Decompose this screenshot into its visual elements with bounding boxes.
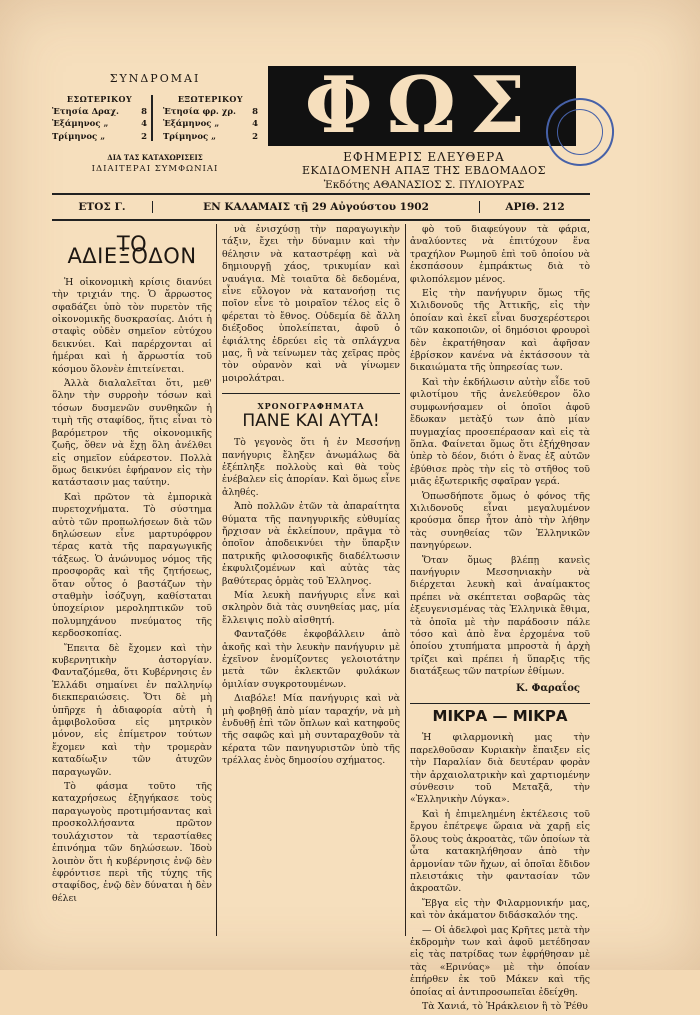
paragraph: Καὶ πρῶτον τὰ ἐμπορικὰ πυρετοχνήματα. Τὸ σύστημα αὐτὸ τῶν προπωλήσεων διὰ τῶν δηλώσεων εἶνε μαρτυρόφρον τέρας κατὰ τῆς παραγωγικῆς τάξεως. Ὁ ἀνώνυμος νόμος τῆς προσφορᾶς καὶ τῆς ζητήσεως, ὅταν οὗτος ὁ βαστάζων τὴν σταθμὴν ἰσόζυγη, καθίσταται ὑποχείριον μεροληπτικῶν τοῦ πολυμηχάνου πνεύματος τῆς κερδοσκοπίας. xyxy=(52,491,212,640)
column-2 xyxy=(222,224,400,770)
paragraph: Μία λευκὴ πανήγυρις εἶνε καὶ σκληρὸν διὰ τὰς συνηθείας μας, μία ἔλλειψις πολὺ αἰσθητή. xyxy=(222,589,400,626)
paragraph: Καὶ τὴν ἐκδήλωσιν αὐτὴν εἶδε τοῦ φιλοτίμου τῆς ἀνελεύθερον ὅλο συμφωνήσαμεν οἱ ὁποῖοι ἀφοῦ ἔδωκαν μετὰξύ των ἀπὸ μίαν πυγμαχίας προσεπέρασαν καὶ εἰς τὰ ὅπλα. Φαίνεται ὅμως ὅτι ἐξήχθησαν ὑπὲρ τὸ δέον, διότι ὁ ἕνας ἐξ αὐτῶν ἐβύθισε πρὸς τὴν εἰς τὸ στῆθος τοῦ μιᾶς ἐξωτερικῆς σφαῖραν γερά. xyxy=(410,376,590,488)
subtitle-line1: ΕΦΗΜΕΡΙΣ ΕΛΕΥΘΕΡΑ xyxy=(343,150,505,164)
paragraph: Ὁπωσδήποτε ὅμως ὁ φόνος τῆς Χιλιδονοῦς εἶναι μεγαλυμένον κρούσμα ὅπερ ἦτον ἀπὸ τὴν λήθην τὰς συνηθείας τῶν Ἑλληνικῶν πανηγύρεων. xyxy=(410,490,590,552)
rates-divider xyxy=(151,95,159,141)
domestic-rates xyxy=(52,93,147,143)
paragraph: Ἡ οἰκονομικὴ κρίσις διανύει τὴν τριχιάν της. Ὁ ἄρρωστος σφαδάζει ὑπὸ τὸν πυρετὸν τῆς οἰκονομικῆς δυσκρασίας. Διότι ἡ σταφὶς οὐδὲν σημεῖον εὐτύχου δεικνύει. Καὶ παρέρχονται αἱ ἡμέραι καὶ ἡ ἄρρωστία τοῦ κόσμου ὅλονὲν ἐπιτείνεται. xyxy=(52,276,212,375)
paragraph: Τὸ φάσμα τοῦτο τῆς καταχρήσεως ἐξηγήκασε τοὺς παραγωγοὺς προτιμήσαντας καὶ προσκολλήσαντα πρῶτον τουλάχιστον τὰ τεραστίαθες ἐπινόημα τῶν δηλώσεων. Ἰδοὺ λοιπὸν ὅτι ἡ κυβέρνησις ἐνῷ δὲν ἐφρόντισε περὶ τῆς τύχης τῆς σταφίδος, ἐνῷ δὲν δύναται ἡ δὲν θέλει xyxy=(52,781,212,904)
section-label: ΧΡΟΝΟΓΡΑΦΗΜΑΤΑ xyxy=(222,393,400,412)
subscription-box xyxy=(52,72,258,174)
column-3 xyxy=(410,224,590,1015)
rate-label: Ἐξάμηνος „ xyxy=(52,119,109,129)
paragraph: Ἀλλὰ διαλαλεῖται ὅτι, μεθ' ὅλην τὴν συρροὴν τόσων καὶ τόσων δυσμενῶν συνθηκῶν ἡ τιμὴ τῆς σταφίδος, ἥτις εἶναι τὸ βαρόμετρον τῆς οἰκονομικῆς ζωῆς, ὅθεν νὰ ἔχῃ ὅλη ἀνέλθει εἰς σημεῖον εὐάρεστον. Πολλὰ ὅμως δεικνύει ἐφήρανον εἰς τὴν κατάστασιν μας ταύτην. xyxy=(52,378,212,489)
rate-value: 8 xyxy=(141,106,148,117)
paragraph: Ἀπὸ πολλῶν ἐτῶν τὰ ἀπαραίτητα θύματα τῆς πανηγυρικῆς εὐθυμίας ἤρχισαν νὰ ἐκλείπουν, πρᾶγμα τὸ ὁποῖον ἀποδεικνύει τὴν ὕπαρξιν πατρικῆς φιλοσοφικῆς διαδέλτωσιν ἐκφυλιζομένων καὶ αὐτὰς τὰς βαθύτερας ὁρμὰς τοῦ Ἑλληνος. xyxy=(222,501,400,587)
article-heading: ΜΙΚΡΑ — ΜΙΚΡΑ xyxy=(410,703,590,722)
paragraph: Καὶ ἡ ἐπιμελημένη ἐκτέλεσις τοῦ ἔργου ἐπέτρεψε ὥραια νὰ χαρῇ εἰς ὅλους τοὺς ἀκροατὰς, τῶν ὁποίων τὰ ὦτα κατακηλήθησαν ἀπὸ τὴν ἀρμονίαν τῶν ἤχων, αἱ ὁποῖαι ἔδιδον πλειστάκις τὴν φαντασίαν τῶν ἀκροατῶν. xyxy=(410,808,590,895)
issue-number: ΑΡΙΘ. 212 xyxy=(505,201,565,213)
foreign-heading: ΕΞΩΤΕΡΙΚΟΥ xyxy=(177,94,244,104)
paragraph: Ὅταν ὅμως βλέπῃ κανεὶς πανήγυριν Μεσσηνιακὴν νὰ διέρχεται λευκὴ καὶ ἀναίμακτος πρέπει νὰ σκέπτεται σοβαρῶς τὰς ἐξευγενισμένας τὰς Ἑλληνικὰ ἔθιμα, τὰ ὁποῖα μὲ τὴν παράδοσιν πάλε τόσο καὶ ἀπὸ ἕνα ἐρχομένα τοῦ ὁποίου χτυπήματα μπροστὰ ἡ ἀρχὴ τρίζει καὶ πρέπει ἡ ὕπαρξις τῆς διατάξεως τῶν πατρίων ἐθίμων. xyxy=(410,554,590,678)
rate-value: 2 xyxy=(252,131,258,142)
paragraph: Εἰς τὴν πανήγυριν ὅμως τῆς Χιλιδονοῦς τῆς Ἀττικῆς, εἰς τὴν ὁποίαν καὶ ἐκεῖ εἶναι δυσχερέστεροι τῶν κακοποιῶν, οἱ δημόσιοι φρουροὶ δὲν ἐκρατήθησαν καὶ ἀφῆσαν ἐβρίσκον κανένα νὰ ἐκτάσσουν τὰ δικαιώματα τῆς ὑπηρεσίας των. xyxy=(410,288,590,374)
paragraph: Ἔπειτα δὲ ἔχομεν καὶ τὴν κυβερνητικὴν ἀστοργίαν. Φανταζόμεθα, ὅτι Κυβέρνησις ἐν Ἑλλάδι σημαίνει ἐν παλληνίῳ διεκπεραιώσεις. Ὅτι δὲ μὴ ὑπῆρχε ἡ ἀδιαφορία αὐτὴ ἡ ἀμφιβολοῦσα εἰς μητρικὸν μόνον, εἰς ἐπίμετρον τούτων ἔχομεν καὶ τὴν τρομερὰν καταδίωξιν τῶν ἀτυχῶν παραγωγῶν. xyxy=(52,642,212,778)
column-rule xyxy=(405,224,406,936)
subscriptions-heading: ΣΥΝΔΡΟΜΑΙ xyxy=(109,72,201,85)
article-heading: ΤΟ ΑΔΙΕΞΟΔΟΝ xyxy=(67,232,197,269)
rate-row xyxy=(163,118,258,131)
rate-value: 4 xyxy=(141,119,148,129)
paragraph: Φανταζόθε ἐκφοβάλλειν ἀπὸ ἀκοῆς καὶ τὴν λευκὴν πανήγυριν μὲ ἐχεῖνον ἐνομίζοντες γελοιοτάτην μετὰ τῶν ἐκλεκτῶν φυλάκων ὁμιλίαν συγκροτουμένων. xyxy=(222,629,400,690)
paragraph: νὰ ἐνισχύσῃ τὴν παραγωγικὴν τάξιν, ἔχει τὴν δύναμιν καὶ τὴν θέλησιν νὰ καταστρέφῃ καὶ νὰ δημιουργῇ χάος, τρικυμίαν καὶ ναυάγια. Μὲ τοιαῦτα δὲ δεδομένα, εἶνε εὔλογον νὰ κατανοήσῃ τις ποῖον εἶνε τὸ μοιραῖον τέλος εἰς ὃ φέρεται τὸ ἔθνος. Οὐδεμία δὲ ἄλλη διέξοδος ὑπολείπεται, ἀφοῦ ὁ ἐφιάλτης ἐδρεύει εἰς τὰ σπλάγχνα μας, ἢ νὰ τείνωμεν τὰς χεῖρας πρὸς τὸν οὐρανὸν καὶ νὰ γίνωμεν μοιρολάτραι. xyxy=(222,224,400,384)
foreign-rates xyxy=(163,93,258,143)
rate-row xyxy=(163,131,258,144)
author-signature: Κ. Φαραΐος xyxy=(515,682,580,694)
paragraph: Τὸ γεγονὸς ὅτι ἡ ἐν Μεσσήνῃ πανήγυρις ἔληξεν ἀνωμάλως δὰ ἐξέπληξε πολλοὺς καὶ θὰ τοὺς ἐνέβαλεν εἰς ἀπορίαν. Καὶ ὅμως εἶνε ἀληθές. xyxy=(222,437,400,498)
paragraph: Ἡ φιλαρμονικὴ μας τὴν παρελθοῦσαν Κυριακὴν ἔπαιξεν εἰς τὴν Παραλίαν διὰ δευτέραν φορὰν τὴν ἀρχαιολατρικὴν καὶ χαρτιομένην σύνθεσιν τοῦ Μεταξᾶ, τὴν «Ἑλληνικὴν Λύγκα». xyxy=(410,732,590,806)
publisher-line: Ἐκδότης ΑΘΑΝΑΣΙΟΣ Σ. ΠΥΛΙΟΥΡΑΣ xyxy=(323,179,525,191)
rate-value: 2 xyxy=(141,131,148,142)
rate-row xyxy=(52,131,147,144)
ads-note: ΔΙΑ ΤΑΣ ΚΑΤΑΧΩΡΙΣΕΙΣ xyxy=(107,153,203,162)
newspaper-title: ΦΩΣ xyxy=(268,66,576,146)
rate-row xyxy=(163,106,258,119)
rate-label: Ἐτησία Δραχ. xyxy=(52,106,119,117)
subtitle-block xyxy=(260,150,588,191)
column-rule xyxy=(216,224,217,936)
rates-table xyxy=(52,93,258,143)
paragraph: — Οἱ ἀδελφοὶ μας Κρῆτες μετὰ τὴν ἐκδρομὴν των καὶ ἀφοῦ μετέδησαν εἰς τὰς πατρίδας των ἐφρήθησαν μὲ τὰς «Ερινύας» μὲ τὴν ὁποίαν ἐπήρθεν ἐκ τοῦ Μάκεν καὶ τῆς ὁποίας αἱ ἀντιπροσωπεῖαι ἐδείχθη. xyxy=(410,924,590,998)
subtitle-line2: ΕΚΔΙΔΟΜΕΝΗ ΑΠΑΞ ΤΗΣ ΕΒΔΟΜΑΔΟΣ xyxy=(302,164,546,177)
rate-label: Τρίμηνος „ xyxy=(162,131,217,142)
paragraph: Τὰ Χανιά, τὸ Ἡράκλειον ἢ τὸ Ῥέθυ xyxy=(422,1000,588,1012)
date-bar xyxy=(52,193,590,221)
rate-label: Τρίμηνος „ xyxy=(52,131,106,142)
domestic-heading: ΕΣΩΤΕΡΙΚΟΥ xyxy=(66,94,133,104)
article-heading: ΠΑΝΕ ΚΑΙ ΑΥΤΑ! xyxy=(242,410,380,431)
rate-label: Ἐτησία φρ. χρ. xyxy=(162,106,236,117)
rate-row xyxy=(52,118,147,131)
rate-row xyxy=(52,106,147,119)
rate-label: Ἐξάμηνος „ xyxy=(162,119,220,129)
paragraph: Διαβόλε! Μία πανήγυρις καὶ νὰ μὴ φοβηθῇ ἀπὸ μίαν ταραχήν, νὰ μὴ ἐνδυθῇ ἐπὶ τῶν ὅπλων καὶ κατηφοῦς τῆς σαφῶς καὶ μὴ συνταραχθοῦν τὰ κέρατα τῶν πανηγυριστῶν ὑπὸ τῆς τρέλλας ἐνὸς δημοσίου σχήματος. xyxy=(222,693,400,767)
column-1 xyxy=(52,224,212,907)
year-label: ΕΤΟΣ Γ. xyxy=(78,201,126,213)
paragraph: φὸ τοῦ διαφεύγουν τὰ φάρια, ἀναλύοντες νὰ ἐπιτύχουν ἕνα τραχήλον Ρωμηοῦ ἐπὶ τοῦ ὁποίου νὰ ἐκσπάσουν ἐμπράκτως διὰ τὸ φιλοπόλεμον μένος. xyxy=(410,224,590,285)
paragraph: Ἔβγα εἰς τὴν Φιλαρμονικήν μας, καὶ τὸν ἀκάματον διδάσκαλόν της. xyxy=(410,897,590,922)
rate-value: 4 xyxy=(252,119,258,129)
issue-date: ΕΝ ΚΑΛΑΜΑΙΣ τῇ 29 Αὐγούστου 1902 xyxy=(203,201,429,213)
special-terms: ΙΔΙΑΙΤΕΡΑΙ ΣΥΜΦΩΝΙΑΙ xyxy=(91,164,219,174)
rate-value: 8 xyxy=(252,106,258,117)
